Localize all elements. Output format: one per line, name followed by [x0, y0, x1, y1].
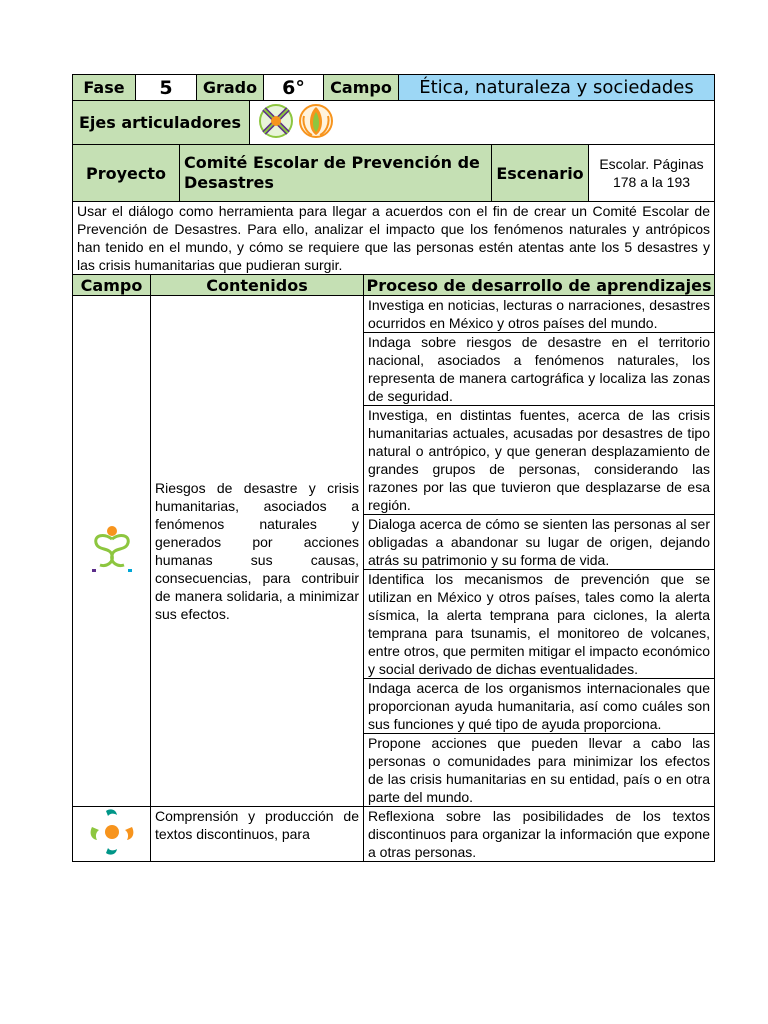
row-2-proceso-1: Reflexiona sobre las posibilidades de los textos discontinuos para organizar la información que expone a otras personas.: [364, 807, 715, 862]
proyecto-title: Comité Escolar de Prevención de Desastres: [180, 145, 492, 202]
fase-label: Fase: [73, 75, 136, 101]
lenguajes-icon: [88, 807, 136, 857]
de-lo-humano-y-lo-comunitario-icon: [86, 521, 138, 577]
row-1-proceso-3: Investiga, en distintas fuentes, acerca de las crisis humanitarias actuales, acusadas por desastres de tipo natural o antrópico, y que generan desplazamiento de grandes grupos de personas, considerando las razones por las que tuvieron que desplazarse de esa región.: [364, 406, 715, 515]
table-row: [73, 807, 715, 862]
proyecto-label: Proyecto: [73, 145, 180, 202]
learning-table: [72, 274, 715, 862]
ejes-table: [72, 100, 715, 145]
row-1-proceso-5: Identifica los mecanismos de prevención que se utilizan en México y otros países, tales como la alerta sísmica, la alerta temprana para ciclones, la alerta temprana para tsunamis, el monitoreo de volcanes, entre otros, que permiten mitigar el impacto económico y social derivado de dichas eventualidades.: [364, 570, 715, 679]
description-table: [72, 201, 715, 275]
col-contenidos-header: Contenidos: [151, 275, 364, 296]
proyecto-table: [72, 144, 715, 202]
grado-value: 6°: [264, 75, 324, 101]
row-1-proceso-6: Indaga acerca de los organismos internacionales que proporcionan ayuda humanitaria, así como cuáles son sus funciones y qué tipo de ayuda proporciona.: [364, 679, 715, 734]
campo-label: Campo: [324, 75, 399, 101]
row-1-contenido: Riesgos de desastre y crisis humanitarias, asociados a fenómenos naturales y generados por acciones humanas sus causas, consecuencias, para contribuir de manera solidaria, a minimizar sus efectos.: [151, 296, 364, 807]
row-1-proceso-7: Propone acciones que pueden llevar a cabo las personas o comunidades para minimizar los efectos de las crisis humanitarias en su entidad, país o en otra parte del mundo.: [364, 734, 715, 807]
ejes-icon-group: [258, 102, 338, 140]
row-1-proceso-4: Dialoga acerca de cómo se sienten las personas al ser obligadas a abandonar su lugar de origen, dejando atrás su patrimonio y su forma de vida.: [364, 515, 715, 570]
row-1-proceso-1: Investiga en noticias, lecturas o narraciones, desastres ocurridos en México y otros países del mundo.: [364, 296, 715, 333]
ejes-label: Ejes articuladores: [73, 101, 250, 145]
grado-label: Grado: [197, 75, 264, 101]
row-1-campo: [73, 296, 151, 807]
escenario-label: Escenario: [492, 145, 589, 202]
table-row: [73, 296, 715, 333]
col-proceso-header: Proceso de desarrollo de aprendizajes: [364, 275, 715, 296]
fase-value: 5: [136, 75, 197, 101]
interculturalidad-icon: [300, 105, 332, 137]
planning-sheet: [72, 74, 715, 862]
campo-value: Ética, naturaleza y sociedades: [399, 75, 715, 101]
row-1-proceso-2: Indaga sobre riesgos de desastre en el territorio nacional, asociados a fenómenos naturales, los representa de manera cartográfica y localiza las zonas de seguridad.: [364, 333, 715, 406]
row-2-campo: [73, 807, 151, 862]
inclusion-icon: [260, 105, 292, 137]
description-text: Usar el diálogo como herramienta para llegar a acuerdos con el fin de crear un Comité Escolar de Prevención de Desastres. Para ello, analizar el impacto que los fenómenos naturales y antrópicos han tenido en el mundo, y cómo se requiere que las personas estén atentas ante los 5 desastres y las crisis humanitarias que pudieran surgir.: [73, 202, 715, 275]
header-table: [72, 74, 715, 101]
row-2-contenido: Comprensión y producción de textos discontinuos, para: [151, 807, 364, 862]
col-campo-header: Campo: [73, 275, 151, 296]
escenario-value: Escolar. Páginas 178 a la 193: [589, 145, 715, 202]
ejes-icons: [250, 101, 715, 145]
